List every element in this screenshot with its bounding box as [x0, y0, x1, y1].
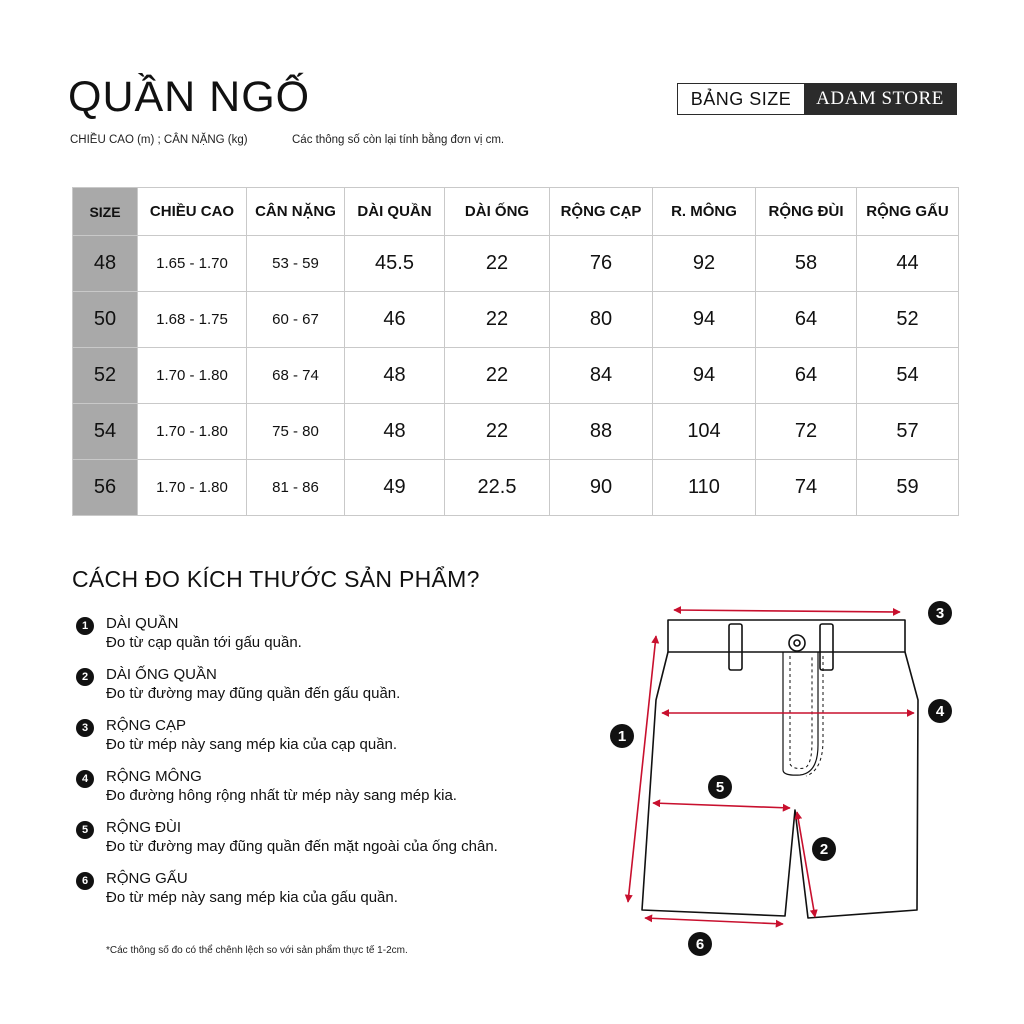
arrow-hem: [645, 918, 783, 924]
table-row: [73, 348, 959, 404]
cell-hem: 57: [857, 404, 959, 460]
header-size: SIZE: [73, 188, 138, 236]
cell-size: 54: [73, 404, 138, 460]
header-pants-length: DÀI QUẦN: [345, 188, 445, 236]
list-item: [76, 716, 596, 767]
badge-text: 6: [695, 936, 705, 953]
cell-thigh: 74: [756, 460, 857, 516]
step-number: 3: [76, 719, 94, 737]
cell-thigh: 64: [756, 348, 857, 404]
page-title: QUẦN NGỐ: [68, 73, 311, 121]
cell-hem: 52: [857, 292, 959, 348]
cell-waist: 90: [550, 460, 653, 516]
badge-text: 4: [935, 703, 945, 720]
measure-section-title: CÁCH ĐO KÍCH THƯỚC SẢN PHẨM?: [72, 566, 480, 592]
cell-thigh: 58: [756, 236, 857, 292]
cell-size: 56: [73, 460, 138, 516]
step-desc: Đo đường hông rộng nhất từ mép này sang mép kia.: [106, 787, 457, 804]
cell-inseam: 22.5: [445, 460, 550, 516]
number-badge-2: [812, 837, 836, 861]
list-item: [76, 665, 596, 716]
cell-height: 1.70 - 1.80: [138, 460, 247, 516]
cell-weight: 75 - 80: [247, 404, 345, 460]
cell-hip: 94: [653, 348, 756, 404]
step-desc: Đo từ mép này sang mép kia của gấu quần.: [106, 889, 398, 906]
number-badge-3: [928, 601, 952, 625]
cell-waist: 76: [550, 236, 653, 292]
step-desc: Đo từ đường may đũng quần đến mặt ngoài của ống chân.: [106, 838, 498, 855]
cell-hem: 59: [857, 460, 959, 516]
cell-waist: 88: [550, 404, 653, 460]
measure-arrows: [628, 610, 914, 924]
number-badge-1: [610, 724, 634, 748]
cm-note: Các thông số còn lại tính bằng đơn vị cm.: [292, 134, 505, 146]
list-item: [76, 818, 596, 869]
brand-logo: ADAM STORE: [804, 84, 956, 114]
step-number: 2: [76, 668, 94, 686]
badge-text: 2: [819, 841, 829, 858]
step-title: RỘNG CẠP: [106, 717, 187, 734]
cell-pants-length: 48: [345, 348, 445, 404]
size-chart-badge: [677, 83, 957, 115]
header-thigh: RỘNG ĐÙI: [756, 188, 857, 236]
cell-hip: 110: [653, 460, 756, 516]
cell-pants-length: 46: [345, 292, 445, 348]
units-note: CHIỀU CAO (m) ; CÂN NẶNG (kg): [70, 134, 248, 146]
cell-thigh: 64: [756, 292, 857, 348]
cell-hip: 94: [653, 292, 756, 348]
header-hip: R. MÔNG: [653, 188, 756, 236]
header-inseam: DÀI ỐNG: [445, 188, 550, 236]
header-weight: CÂN NẶNG: [247, 188, 345, 236]
cell-size: 50: [73, 292, 138, 348]
number-badge-5: [708, 775, 732, 799]
cell-inseam: 22: [445, 404, 550, 460]
disclaimer-note: *Các thông số đo có thể chênh lệch so với sản phẩm thực tế 1-2cm.: [106, 945, 408, 956]
step-number: 6: [76, 872, 94, 890]
table-row: [73, 236, 959, 292]
cell-size: 52: [73, 348, 138, 404]
badge-size-label: BẢNG SIZE: [690, 88, 792, 109]
badge-text: 1: [617, 728, 627, 745]
cell-height: 1.70 - 1.80: [138, 348, 247, 404]
arrow-thigh: [653, 803, 790, 808]
cell-height: 1.68 - 1.75: [138, 292, 247, 348]
measure-steps: [76, 614, 596, 920]
header-waist: RỘNG CẠP: [550, 188, 653, 236]
cell-thigh: 72: [756, 404, 857, 460]
cell-waist: 80: [550, 292, 653, 348]
header-hem: RỘNG GẤU: [857, 188, 959, 236]
list-item: [76, 614, 596, 665]
step-number: 4: [76, 770, 94, 788]
table-row: [73, 292, 959, 348]
table-row: [73, 404, 959, 460]
step-number: 5: [76, 821, 94, 839]
step-title: DÀI QUẦN: [106, 615, 179, 632]
step-title: RỘNG MÔNG: [106, 768, 202, 785]
number-badges: [610, 601, 952, 956]
number-badge-4: [928, 699, 952, 723]
step-desc: Đo từ cạp quần tới gấu quần.: [106, 634, 302, 651]
shorts-outline: [642, 620, 918, 918]
cell-height: 1.65 - 1.70: [138, 236, 247, 292]
step-title: RỘNG GẤU: [106, 870, 188, 887]
cell-height: 1.70 - 1.80: [138, 404, 247, 460]
cell-hem: 44: [857, 236, 959, 292]
cell-pants-length: 49: [345, 460, 445, 516]
step-number: 1: [76, 617, 94, 635]
cell-weight: 68 - 74: [247, 348, 345, 404]
cell-hip: 104: [653, 404, 756, 460]
list-item: [76, 767, 596, 818]
cell-pants-length: 45.5: [345, 236, 445, 292]
cell-weight: 81 - 86: [247, 460, 345, 516]
cell-pants-length: 48: [345, 404, 445, 460]
badge-text: 3: [935, 605, 945, 622]
cell-weight: 53 - 59: [247, 236, 345, 292]
size-table: [72, 187, 959, 516]
cell-size: 48: [73, 236, 138, 292]
cell-inseam: 22: [445, 348, 550, 404]
header-height: CHIỀU CAO: [138, 188, 247, 236]
cell-hem: 54: [857, 348, 959, 404]
cell-weight: 60 - 67: [247, 292, 345, 348]
badge-text: 5: [715, 779, 725, 796]
step-desc: Đo từ mép này sang mép kia của cạp quần.: [106, 736, 398, 753]
arrow-waist: [674, 610, 900, 612]
step-title: DÀI ỐNG QUẦN: [106, 666, 217, 683]
cell-inseam: 22: [445, 292, 550, 348]
cell-waist: 84: [550, 348, 653, 404]
list-item: [76, 869, 596, 920]
step-title: RỘNG ĐÙI: [106, 819, 181, 836]
cell-hip: 92: [653, 236, 756, 292]
table-row: [73, 460, 959, 516]
cell-inseam: 22: [445, 236, 550, 292]
shorts-diagram: [600, 580, 980, 970]
step-desc: Đo từ đường may đũng quần đến gấu quần.: [106, 685, 401, 702]
table-header-row: [73, 188, 959, 236]
number-badge-6: [688, 932, 712, 956]
